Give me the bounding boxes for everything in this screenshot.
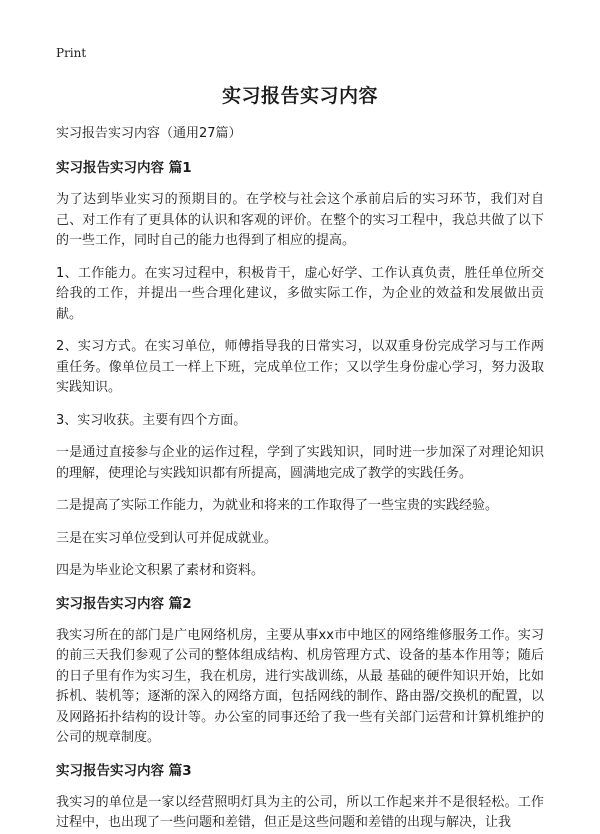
section-2 [56,594,544,749]
section-heading: 实习报告实习内容 篇2 [56,595,192,612]
document-subtitle: 实习报告实习内容（通用27篇） [56,126,242,141]
paragraph: 1、工作能力。在实习过程中，积极肯干，虚心好学、工作认真负责，胜任单位所交给我的工作，并提出一些合理化建议，多做实际工作，为企业的效益和发展做出贡献。 [56,265,544,322]
paragraph: 二是提高了实际工作能力，为就业和将来的工作取得了一些宝贵的实践经验。 [56,498,499,513]
paragraph: 3、实习收获。主要有四个方面。 [56,412,247,428]
paragraph: 我实习的单位是一家以经营照明灯具为主的公司，所以工作起来并不是很轻松。工作过程中，也出现了一些问题和差错，但正是这些问题和差错的出现与解决，让我 [56,794,544,830]
paragraph: 一是通过直接参与企业的运作过程，学到了实践知识，同时进一步加深了对理论知识的理解，使理论与实践知识都有所提高，圆满地完成了教学的实践任务。 [56,445,544,481]
paragraph: 三是在实习单位受到认可并促成就业。 [56,530,278,546]
section-heading: 实习报告实习内容 篇3 [56,762,192,779]
paragraph: 四是为毕业论文积累了素材和资料。 [56,563,265,578]
print-label: Print [56,46,87,60]
section-heading: 实习报告实习内容 篇1 [56,160,192,176]
paragraph: 我实习所在的部门是广电网络机房，主要从事xx市中地区的网络维修服务工作。实习的前三天我们参观了公司的整体组成结构、机房管理方式、设备的基本作用等；随后的日子里有作为实习生，我在机房，进行实战训练，从最 基础的硬件知识开始，比如拆机、装机等；逐渐的深入的网络方面，包括网线的制作、路由器/交换机的配置，以及网路拓扑结构的设计等。办公室的同事还给了我一些有关部门运营和计算机维护的公司的规章制度。 [56,627,544,745]
section-3 [56,761,544,834]
document-title: 实习报告实习内容 [221,85,378,107]
paragraph: 2、实习方式。在实习单位，师傅指导我的日常实习，以双重身份完成学习与工作两重任务。像单位员工一样上下班，完成单位工作；又以学生身份虚心学习，努力汲取实践知识。 [56,339,544,395]
section-1 [56,158,544,582]
paragraph: 为了达到毕业实习的预期目的。在学校与社会这个承前启后的实习环节，我们对自己、对工作有了更具体的认识和客观的评价。在整个的实习工程中，我总共做了以下的一些工作，同时自己的能力也得到了相应的提高。 [56,192,544,248]
